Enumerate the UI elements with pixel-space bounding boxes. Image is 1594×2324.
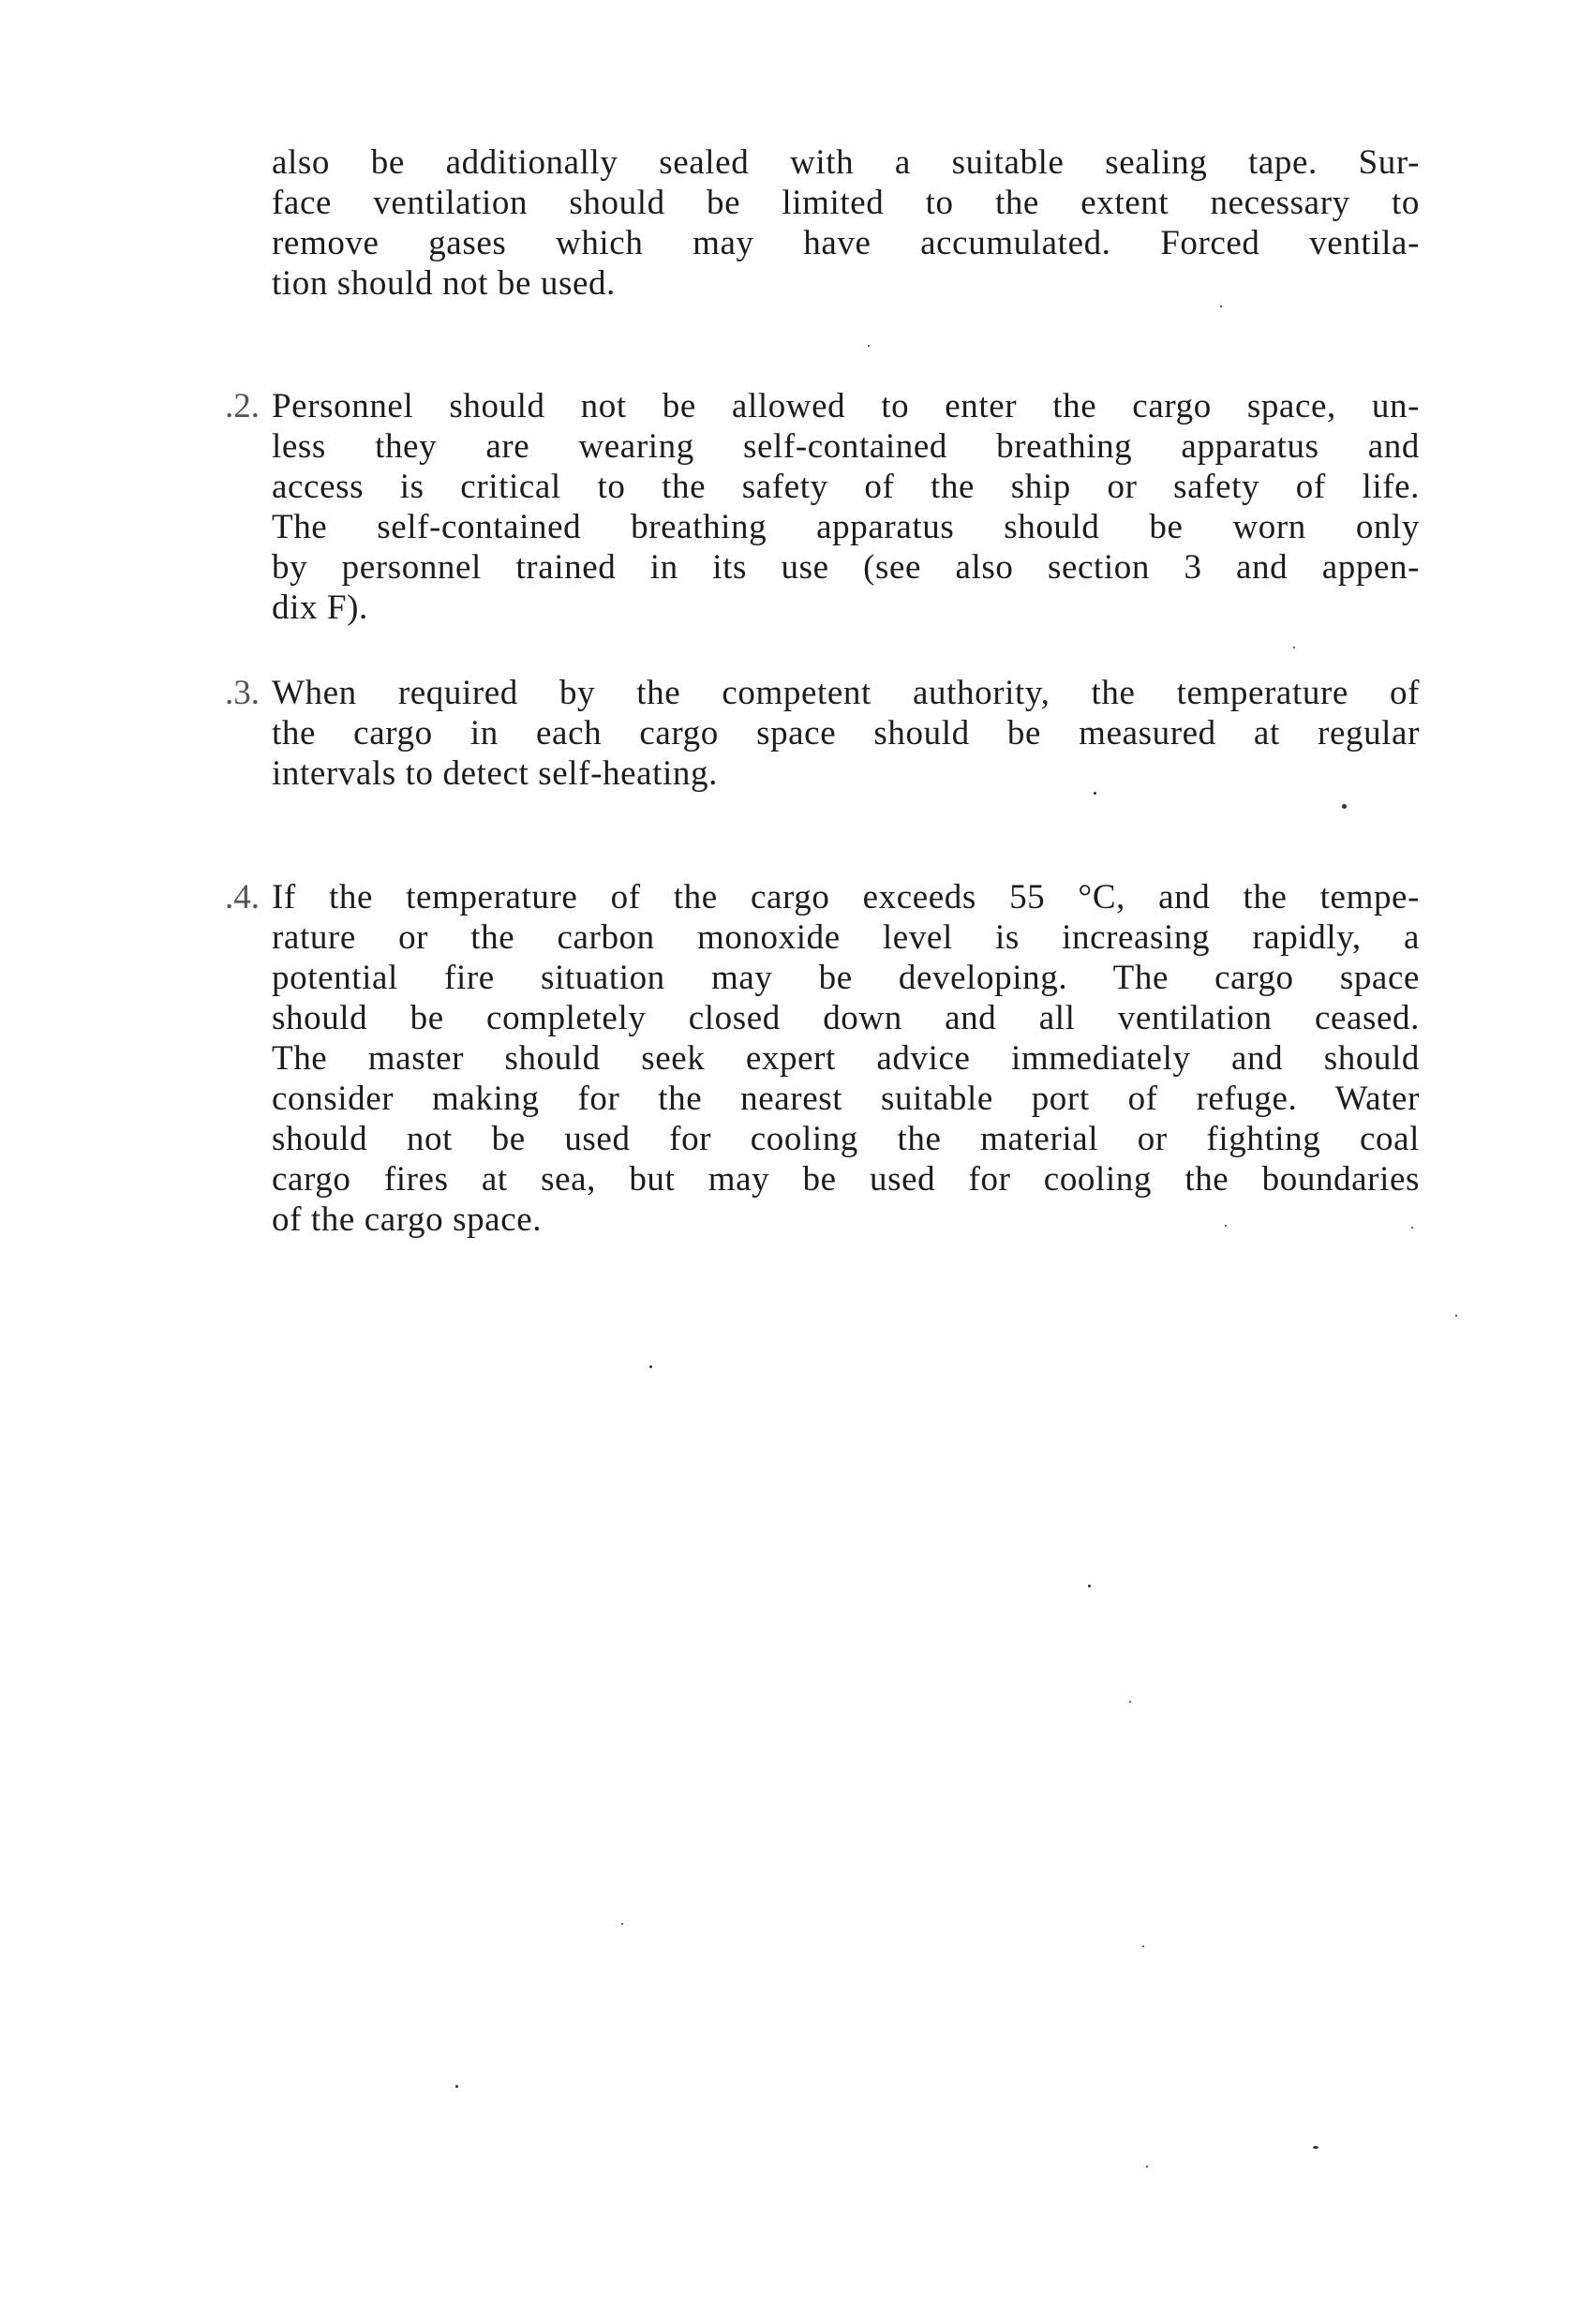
paragraph-4-number: .4. <box>225 878 260 916</box>
paragraph-2-line-5: by personnel trained in its use (see also section 3 and appen- <box>272 548 1420 587</box>
paragraph-2-line-6: dix F). <box>272 588 368 627</box>
paragraph-4-line-6: consider making for the nearest suitable port of refuge. Water <box>272 1080 1420 1118</box>
paragraph-3 <box>272 673 1420 794</box>
scan-speck <box>1129 1701 1131 1703</box>
paragraph-4-line-3: potential fire situation may be developing. The cargo space <box>272 959 1420 997</box>
paragraph-1 <box>272 142 1420 304</box>
scan-speck <box>1411 1227 1413 1229</box>
paragraph-3-number: .3. <box>225 674 260 712</box>
paragraph-3-line-3: intervals to detect self-heating. <box>272 754 718 793</box>
scan-speck <box>1455 1315 1457 1317</box>
paragraph-1-line-2: face ventilation should be limited to the extent necessary to <box>272 184 1420 222</box>
paragraph-1-line-3: remove gases which may have accumulated. Forced ventila- <box>272 224 1420 262</box>
paragraph-4-line-4: should be completely closed down and all ventilation ceased. <box>272 999 1420 1037</box>
paragraph-3-line-2: the cargo in each cargo space should be measured at regular <box>272 714 1420 752</box>
paragraph-4-line-7: should not be used for cooling the material or fighting coal <box>272 1120 1420 1158</box>
paragraph-4-line-8: cargo fires at sea, but may be used for cooling the boundaries <box>272 1160 1420 1199</box>
scan-speck <box>1313 2146 1318 2149</box>
paragraph-2-line-2: less they are wearing self-contained breathing apparatus and <box>272 427 1420 466</box>
scan-speck <box>621 1923 623 1925</box>
paragraph-4 <box>272 877 1420 1240</box>
paragraph-2-line-4: The self-contained breathing apparatus should be worn only <box>272 508 1420 546</box>
scan-speck <box>868 345 870 347</box>
paragraph-2-line-1: Personnel should not be allowed to enter the cargo space, un- <box>272 387 1420 425</box>
scan-speck <box>1142 1945 1144 1947</box>
paragraph-4-line-9: of the cargo space. <box>272 1200 543 1239</box>
scan-speck <box>1146 2166 1148 2168</box>
paragraph-2-number: .2. <box>225 387 260 425</box>
paragraph-2 <box>272 386 1420 628</box>
scan-speck <box>455 2085 458 2088</box>
paragraph-2-line-3: access is critical to the safety of the ship or safety of life. <box>272 468 1420 506</box>
scan-speck <box>1342 804 1347 809</box>
paragraph-1-line-1: also be additionally sealed with a suitable sealing tape. Sur- <box>272 143 1420 182</box>
scan-speck <box>649 1365 652 1368</box>
scan-speck <box>1293 647 1295 648</box>
scan-speck <box>1220 305 1222 307</box>
paragraph-4-line-2: rature or the carbon monoxide level is increasing rapidly, a <box>272 918 1420 957</box>
scan-speck <box>1094 792 1096 795</box>
paragraph-3-line-1: When required by the competent authority, the temperature of <box>272 674 1420 712</box>
paragraph-4-line-1: If the temperature of the cargo exceeds 55 °C, and the tempe- <box>272 878 1420 916</box>
paragraph-1-line-4: tion should not be used. <box>272 264 616 303</box>
paragraph-4-line-5: The master should seek expert advice immediately and should <box>272 1039 1420 1078</box>
scan-speck <box>1088 1585 1091 1587</box>
scan-speck <box>1225 1225 1227 1227</box>
